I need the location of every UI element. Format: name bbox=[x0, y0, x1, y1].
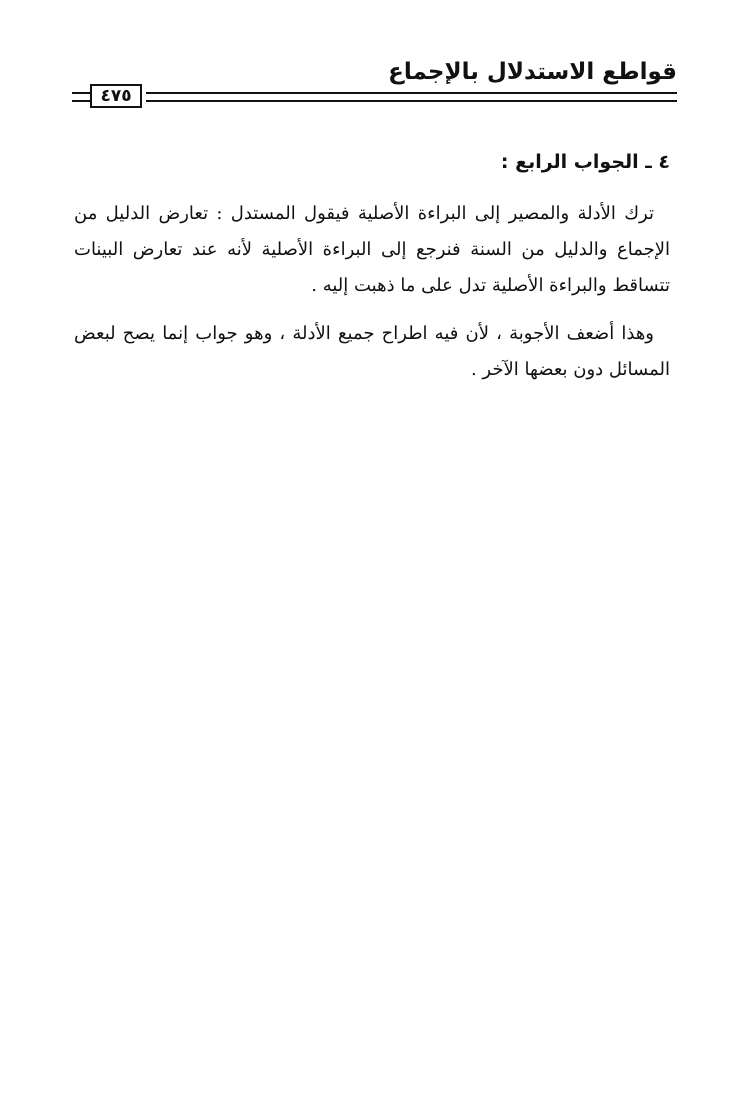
header-rule-bottom bbox=[146, 100, 677, 102]
page-number: ٤٧٥ bbox=[90, 84, 142, 108]
paragraph: ترك الأدلة والمصير إلى البراءة الأصلية فيقول المستدل : تعارض الدليل من الإجماع والدليل من السنة فنرجع إلى البراءة الأصلية لأنه عند تعارض البينات تتساقط والبراءة الأصلية تدل على ما ذهبت إليه . bbox=[74, 203, 670, 296]
section-heading: ٤ ـ الجواب الرابع : bbox=[500, 151, 670, 173]
paragraph: وهذا أضعف الأجوبة ، لأن فيه اطراح جميع الأدلة ، وهو جواب إنما يصح لبعض المسائل دون بعضها الآخر . bbox=[74, 323, 670, 380]
header-rule-top bbox=[146, 92, 677, 94]
main-content bbox=[74, 146, 670, 400]
running-header-title: قواطع الاستدلال بالإجماع bbox=[388, 59, 677, 85]
header-rule-left-top bbox=[72, 92, 90, 94]
header-rule-left-bottom bbox=[72, 100, 90, 102]
